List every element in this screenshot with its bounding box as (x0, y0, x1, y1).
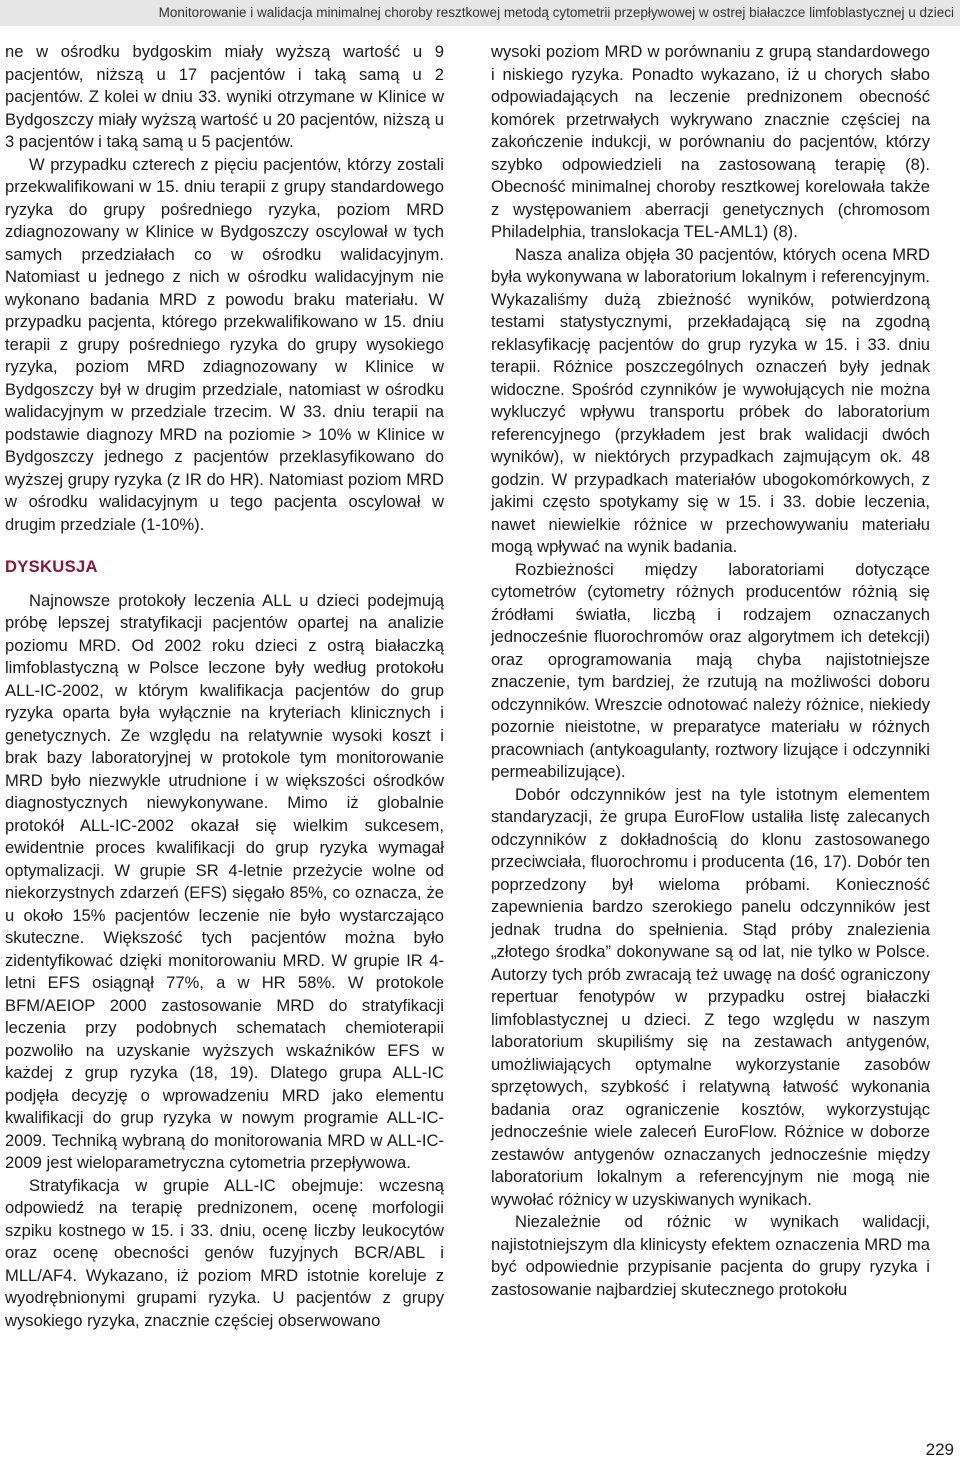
paragraph-clinical-effect: Niezależnie od różnic w wynikach walidacji, najistotniejszym dla klinicysty efektem oznaczenia MRD ma być odpowiednie przypisanie pacjenta do grupy ryzyka i zastosowanie najbardziej skutecznego protokołu (491, 1212, 930, 1299)
running-header-title: Monitorowanie i walidacja minimalnej choroby resztkowej metodą cytometrii przepływowej w ostrej białaczce limfoblastycznej u dzieci (158, 5, 954, 20)
page-number: 229 (925, 1440, 954, 1459)
paragraph-stratification: Stratyfikacja w grupie ALL-IC obejmuje: wczesną odpowiedź na terapię prednizonem, ocenę morfologii szpiku kostnego w 15. i 33. dniu, ocenę liczby leukocytów oraz ocenę obecności genów fuzyjnych BCR/ABL i MLL/AF4. Wykazano, iż poziom MRD istotnie koreluje z wyodrębnionymi grupami ryzyka. U pacjentów z grupy wysokiego ryzyka, znacznie częściej obserwowano (5, 1175, 444, 1330)
right-column (491, 41, 930, 1301)
paragraph-discussion-protocols: Najnowsze protokoły leczenia ALL u dzieci podejmują próbę lepszej stratyfikacji pacjentów opartej na analizie poziomu MRD. Od 2002 roku dzieci z ostrą białaczką limfoblastyczną w Polsce leczone były według protokołu ALL-IC-2002, w którym kwalifikacja pacjentów do grup ryzyka oparta była wyłącznie na kryteriach klinicznych i genetycznych. Ze względu na relatywnie wysoki koszt i brak bazy laboratoryjnej w protokole tym monitorowanie MRD było niezwykle utrudnione i w większości ośrodków diagnostycznych niewykonywane. Mimo iż globalnie protokół ALL-IC-2002 okazał się wielkim sukcesem, ewidentnie proces kwalifikacji do grup ryzyka wymagał optymalizacji. W grupie SR 4-letnie przeżycie wolne od niekorzystnych zdarzeń (EFS) sięgało 85%, co oznacza, że u około 15% pacjentów leczenie nie było wystarczająco skuteczne. Większość tych pacjentów można było zidentyfikować dzięki monitorowaniu MRD. W grupie IR 4-letni EFS osiągnął 77%, a w HR 58%. W protokole BFM/AEIOP 2000 zastosowanie MRD do stratyfikacji leczenia przy podobnych schematach chemioterapii pozwoliło na uzyskanie wyższych wskaźników EFS w każdej z grup ryzyka (18, 19). Dlatego grupa ALL-IC podjęła decyzję o wprowadzeniu MRD jako elementu kwalifikacji do grup ryzyka w nowym programie ALL-IC-2009. Techniką wybraną do monitorowania MRD w ALL-IC-2009 jest wieloparametryczna cytometria przepływowa. (5, 590, 444, 1172)
paragraph-cytometer-differences: Rozbieżności między laboratoriami dotyczące cytometrów (cytometry różnych producentów różnią się źródłami światła, liczbą i rodzajem oznaczanych jednocześnie fluorochromów oraz algorytmem ich detekcji) oraz oprogramowania mają chyba najistotniejsze znaczenie, tym bardziej, że rzutują na możliwości doboru odczynników. Wreszcie odnotować należy różnice, niekiedy pozornie nieistotne, w preparatyce materiału w różnych pracowniach (antykoagulanty, roztwory lizujące i odczynniki permeabilizujące). (491, 559, 930, 781)
paragraph-results-continued: ne w ośrodku bydgoskim miały wyższą wartość u 9 pacjentów, niższą u 17 pacjentów i taką samą u 2 pacjentów. Z kolei w dniu 33. wyniki otrzymane w Klinice w Bydgoszczy miały wyższą wartość u 20 pacjentów, niższą u 3 pacjentów i taką samą u 5 pacjentów. (5, 42, 444, 151)
paragraph-analysis: Nasza analiza objęła 30 pacjentów, których ocena MRD była wykonywana w laboratorium lokalnym i referencyjnym. Wykazaliśmy dużą zbieżność wyników, potwierdzoną testami statystycznymi, przekładającą się na zgodną reklasyfikację pacjentów do grup ryzyka w 15. i 33. dniu terapii. Różnice poszczególnych oznaczeń były jednak widoczne. Spośród czynników je wywołujących nie można wykluczyć wpływu transportu próbek do laboratorium referencyjnego (przykładem jest brak walidacji dwóch wyników), w niektórych przypadkach zajmującym ok. 48 godzin. W przypadkach materiałów ubogokomórkowych, z jakimi często spotykamy się w 15. i 33. dobie leczenia, nawet niewielkie różnice w przechowywaniu materiału mogą wpływać na wynik badania. (491, 244, 930, 556)
paragraph-mrd-correlation: wysoki poziom MRD w porównaniu z grupą standardowego i niskiego ryzyka. Ponadto wykazano, iż u chorych słabo odpowiadających na leczenie prednizonem obecność komórek przetrwałych wykrywano znacznie częściej na zakończenie indukcji, w porównaniu do pacjentów, którzy szybko odpowiedzieli na zastosowaną terapię (8). Obecność minimalnej choroby resztkowej korelowała także z występowaniem aberracji genetycznych (chromosom Philadelphia, translokacja TEL-AML1) (8). (491, 42, 930, 241)
section-heading-discussion: DYSKUSJA (5, 557, 98, 576)
paragraph-reclassification: W przypadku czterech z pięciu pacjentów, którzy zostali przekwalifikowani w 15. dniu terapii z grupy standardowego ryzyka do grupy pośredniego ryzyka, poziom MRD zdiagnozowany w Klinice w Bydgoszczy oscylował w tych samych przedziałach co w ośrodku walidacyjnym. Natomiast u jednego z nich w ośrodku walidacyjnym nie wykonano badania MRD z powodu braku materiału. W przypadku pacjenta, którego przekwalifikowano w 15. dniu terapii z grupy pośredniego ryzyka do grupy wysokiego ryzyka, poziom MRD zdiagnozowany w Klinice w Bydgoszczy był w drugim przedziale, natomiast w ośrodku walidacyjnym w przedziale trzecim. W 33. dniu terapii na podstawie diagnozy MRD na poziomie > 10% w Klinice w Bydgoszczy jednego z pacjentów przeklasyfikowano do wyższej grupy ryzyka (z IR do HR). Natomiast poziom MRD w ośrodku walidacyjnym u tego pacjenta oscylował w drugim przedziale (1-10%). (5, 154, 444, 534)
running-header (0, 0, 960, 26)
paragraph-reagent-selection: Dobór odczynników jest na tyle istotnym elementem standaryzacji, że grupa EuroFlow ustaliła listę zalecanych odczynników z dokładnością do klonu zastosowanego przeciwciała, fluorochromu i producenta (16, 17). Dobór ten poprzedzony był wieloma próbami. Konieczność zapewnienia bardzo szerokiego panelu odczynników jest jednak trudna do spełnienia. Stąd próby znalezienia „złotego środka” dokonywane są od lat, nie tylko w Polsce. Autorzy tych prób zwracają też uwagę na dość ograniczony repertuar fenotypów w przypadku ostrej białaczki limfoblastycznej u dzieci. Z tego względu w naszym laboratorium skupiliśmy się na zestawach antygenów, umożliwiających optymalne wykorzystanie zasobów sprzętowych, szybkość i relatywną łatwość wykonania badania oraz ograniczenie kosztów, wykorzystując jednocześnie wiele zaleceń EuroFlow. Różnice w doborze zestawów antygenów oznaczanych jednocześnie między laboratorium lokalnym a referencyjnym nie mogą nie wywołać różnicy w uzyskiwanych wynikach. (491, 784, 930, 1209)
left-column (5, 41, 444, 1332)
